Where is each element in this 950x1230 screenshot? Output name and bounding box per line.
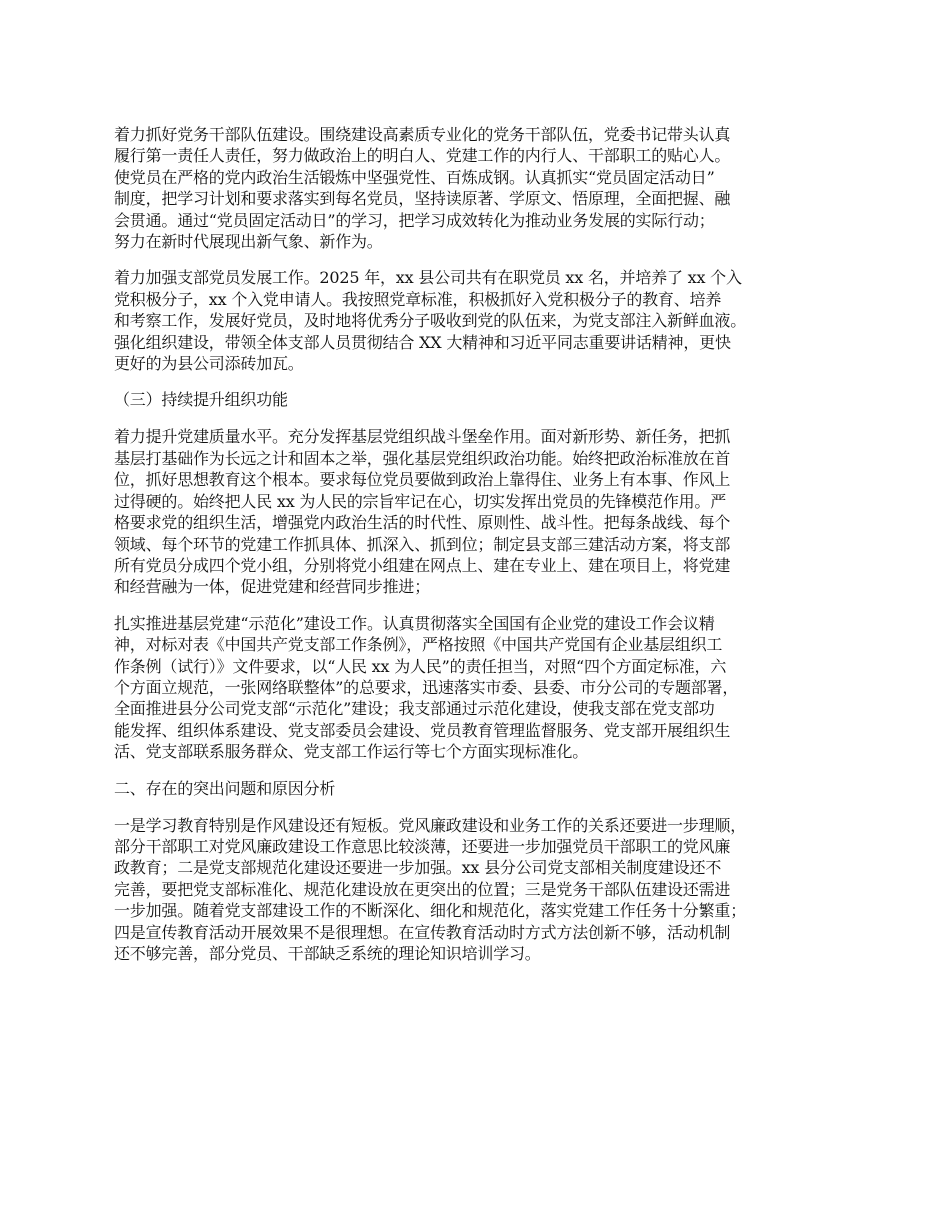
text-line: 神，对标对表《中国共产党支部工作条例》，严格按照《中国共产党国有企业基层组织工: [114, 635, 723, 655]
paragraph-problem-analysis: [114, 815, 854, 965]
text-line: 位，抓好思想教育这个根本。要求每位党员要做到政治上靠得住、业务上有本事、作风上: [114, 470, 731, 490]
text-line: 一步加强。随着党支部建设工作的不断深化、细化和规范化，落实党建工作任务十分繁重；: [114, 901, 747, 921]
text-line: 一是学习教育特别是作风建设还有短板。党风廉政建设和业务工作的关系还要进一步理顺，: [114, 815, 747, 835]
paragraph-party-quality: [114, 426, 854, 597]
paragraph-demonstration-building: [114, 613, 854, 763]
text-line: 使党员在严格的党内政治生活锻炼中坚强党性、百炼成钢。认真抓实“党员固定活动日”: [114, 167, 715, 187]
text-line: 所有党员分成四个党小组，分别将党小组建在网点上、建在专业上、建在项目上，将党建: [114, 555, 731, 575]
text-line: 履行第一责任人责任，努力做政治上的明白人、党建工作的内行人、干部职工的贴心人。: [114, 146, 731, 166]
text-line: 和考察工作，发展好党员，及时地将优秀分子吸收到党的队伍来，为党支部注入新鲜血液。: [114, 311, 747, 331]
text-line: 和经营融为一体，促进党建和经营同步推进；: [114, 577, 431, 597]
text-line: 作条例（试行）》文件要求，以“人民 xx 为人民”的责任担当，对照“四个方面定标准，六: [114, 656, 727, 676]
text-line: 党积极分子，xx 个入党申请人。我按照党章标准，积极抓好入党积极分子的教育、培养: [114, 289, 722, 309]
text-line: 活、党支部联系服务群众、党支部工作运行等七个方面实现标准化。: [114, 742, 589, 762]
section-heading-problems: [114, 778, 854, 800]
text-line: 领域、每个环节的党建工作抓具体、抓深入、抓到位；制定县支部三建活动方案，将支部: [114, 534, 731, 554]
text-line: 会贯通。通过“党员固定活动日”的学习，把学习成效转化为推动业务发展的实际行动；: [114, 210, 715, 230]
text-line: 全面推进县分公司党支部“示范化”建设；我支部通过示范化建设，使我支部在党支部功: [114, 699, 715, 719]
text-line: 能发挥、组织体系建设、党支部委员会建设、党员教育管理监督服务、党支部开展组织生: [114, 720, 731, 740]
text-line: 扎实推进基层党建“示范化”建设工作。认真贯彻落实全国国有企业党的建设工作会议精: [114, 613, 715, 633]
text-line: 基层打基础作为长远之计和固本之举，强化基层党组织政治功能。始终把政治标准放在首: [114, 448, 731, 468]
text-line: 四是宣传教育活动开展效果不是很理想。在宣传教育活动时方式方法创新不够，活动机制: [114, 922, 731, 942]
text-line: 政教育；二是党支部规范化建设还要进一步加强。xx 县分公司党支部相关制度建设还不: [114, 858, 722, 878]
text-line: 制度，把学习计划和要求落实到每名党员，坚持读原著、学原文、悟原理，全面把握、融: [114, 189, 731, 209]
section-heading-organization: [114, 389, 854, 411]
text-line: 强化组织建设，带领全体支部人员贯彻结合 XX 大精神和习近平同志重要讲话精神，更快: [114, 332, 731, 352]
text-line: 更好的为县公司添砖加瓦。: [114, 354, 304, 374]
text-line: 还不够完善，部分党员、干部缺乏系统的理论知识培训学习。: [114, 944, 541, 963]
text-line: 部分干部职工对党风廉政建设工作意思比较淡薄，还要进一步加强党员干部职工的党风廉: [114, 836, 731, 856]
text-line: 着力抓好党务干部队伍建设。围绕建设高素质专业化的党务干部队伍，党委书记带头认真: [114, 125, 731, 144]
heading-text: （三）持续提升组织功能: [114, 390, 288, 410]
paragraph-member-development: [114, 267, 854, 374]
text-line: 着力提升党建质量水平。充分发挥基层党组织战斗堡垒作用。面对新形势、新任务，把抓: [114, 427, 731, 447]
text-line: 着力加强支部党员发展工作。2025 年，xx 县公司共有在职党员 xx 名，并培养了 xx 个入: [114, 268, 742, 288]
paragraph-party-cadre-team: [114, 124, 854, 252]
text-line: 完善，要把党支部标准化、规范化建设放在更突出的位置；三是党务干部队伍建设还需进: [114, 879, 731, 899]
document-page: [114, 124, 854, 979]
text-line: 过得硬的。始终把人民 xx 为人民的宗旨牢记在心，切实发挥出党员的先锋模范作用。严: [114, 491, 727, 511]
text-line: 个方面立规范，一张网络联整体”的总要求，迅速落实市委、县委、市分公司的专题部署，: [114, 677, 739, 697]
heading-text: 二、存在的突出问题和原因分析: [114, 778, 336, 798]
text-line: 努力在新时代展现出新气象、新作为。: [114, 232, 383, 252]
text-line: 格要求党的组织生活，增强党内政治生活的时代性、原则性、战斗性。把每条战线、每个: [114, 513, 731, 533]
